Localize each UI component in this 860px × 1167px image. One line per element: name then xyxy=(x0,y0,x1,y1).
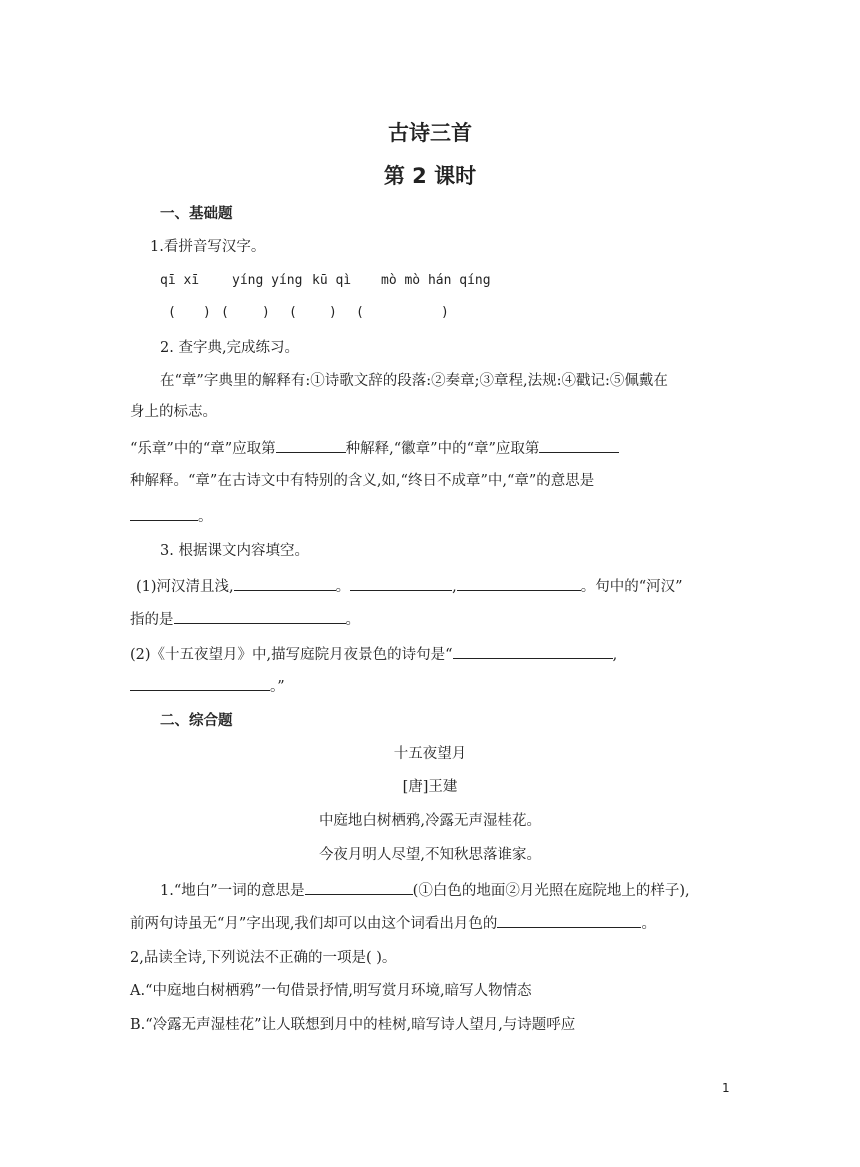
q3-item2-end: 。” xyxy=(270,679,285,695)
pinyin-2: yíng yíng xyxy=(232,273,303,288)
q2-definition-cont: 身上的标志。 xyxy=(130,404,217,420)
answer-paren-4-close: ) xyxy=(441,305,449,320)
s2-q1-line2 xyxy=(130,913,656,934)
poem-author: [唐]王建 xyxy=(402,779,458,795)
q3-item1-line1 xyxy=(136,576,683,597)
document-title: 古诗三首 xyxy=(388,121,472,145)
s2-q1-line1 xyxy=(160,880,690,901)
pinyin-4: mò mò hán qíng xyxy=(381,273,491,288)
answer-paren-2-close: ) xyxy=(262,305,270,320)
page-number: 1 xyxy=(722,1081,730,1095)
s2-q2-label: 2,品读全诗,下列说法不正确的一项是( )。 xyxy=(130,950,397,966)
blank-poem-2[interactable] xyxy=(350,576,452,591)
pinyin-3: kū qì xyxy=(312,273,352,288)
q2-fill-line-2 xyxy=(130,471,730,491)
poem-title: 十五夜望月 xyxy=(393,746,467,762)
q3-item1-hehan: 。句中的“河汉” xyxy=(580,579,683,595)
q2-label: 2. 查字典,完成练习。 xyxy=(160,340,300,356)
s2-q1-text: 1.“地白”一词的意思是 xyxy=(160,883,305,899)
blank-huizhang[interactable] xyxy=(539,438,619,453)
q3-item1-comma: , xyxy=(452,579,457,595)
s2-q2-option-b[interactable]: B.“冷露无声湿桂花”让人联想到月中的桂树,暗写诗人望月,与诗题呼应 xyxy=(130,1017,576,1033)
q3-item1-end: 。 xyxy=(345,612,360,628)
s2-q1-options: (①白色的地面②月光照在庭院地上的样子), xyxy=(412,883,690,899)
q2-definition-line xyxy=(160,371,730,391)
section-basic-heading: 一、基础题 xyxy=(160,206,233,222)
q3-item1-text: (1)河汉清且浅, xyxy=(136,579,234,595)
q3-label: 3. 根据课文内容填空。 xyxy=(160,543,309,559)
q2-text-meaning: 种解释。“章”在古诗文中有特别的含义,如,“终日不成章”中,“章”的意思是 xyxy=(130,473,595,489)
lesson-subtitle: 第 2 课时 xyxy=(383,164,477,188)
answer-paren-2-open: ( xyxy=(221,305,229,320)
q2-definition-text: 在“章”字典里的解释有:①诗歌文辞的段落:②奏章;③章程,法规:④戳记:⑤佩戴在 xyxy=(160,373,668,389)
q2-text-yuezhang: “乐章”中的“章”应取第 xyxy=(130,441,276,457)
q2-fill-line-3 xyxy=(130,506,213,527)
blank-poem-1[interactable] xyxy=(234,576,336,591)
q2-fill-line-1 xyxy=(130,438,619,459)
q2-period: 。 xyxy=(198,509,213,525)
q3-item2-comma: , xyxy=(612,647,618,663)
s2-q2-option-a[interactable]: A.“中庭地白树栖鸦”一句借景抒情,明写赏月环境,暗写人物情态 xyxy=(130,983,532,999)
q3-item1-refers: 指的是 xyxy=(130,612,174,628)
blank-moonlight[interactable] xyxy=(497,913,641,928)
answer-paren-3-close: ) xyxy=(329,305,337,320)
s2-q1-end: 。 xyxy=(641,916,656,932)
q3-item1-line2 xyxy=(130,609,360,630)
q3-item2-line2 xyxy=(130,676,285,697)
q1-label: 1.看拼音写汉字。 xyxy=(150,239,266,255)
section-comprehensive-heading: 二、综合题 xyxy=(160,713,233,729)
blank-courtyard-1[interactable] xyxy=(453,644,613,659)
pinyin-1: qī xī xyxy=(160,273,200,288)
answer-paren-4-open: ( xyxy=(356,305,364,320)
s2-q1-text-2: 前两句诗虽无“月”字出现,我们却可以由这个词看出月色的 xyxy=(130,916,498,932)
blank-dibai-meaning[interactable] xyxy=(305,880,413,895)
q3-item1-period: 。 xyxy=(335,579,351,595)
q3-item2-line1 xyxy=(130,644,617,665)
q3-item2-text: (2)《十五夜望月》中,描写庭院月夜景色的诗句是“ xyxy=(130,647,453,663)
answer-paren-1-open: ( xyxy=(168,305,176,320)
answer-paren-1-close: ) xyxy=(203,305,211,320)
blank-courtyard-2[interactable] xyxy=(130,676,270,691)
answer-paren-3-open: ( xyxy=(289,305,297,320)
blank-yuezhang[interactable] xyxy=(276,438,346,453)
blank-hehan-meaning[interactable] xyxy=(174,609,346,624)
blank-zhang-meaning[interactable] xyxy=(130,506,198,521)
blank-poem-3[interactable] xyxy=(457,576,581,591)
poem-line-1: 中庭地白树栖鸦,冷露无声湿桂花。 xyxy=(318,813,542,829)
poem-line-2: 今夜月明人尽望,不知秋思落谁家。 xyxy=(318,847,542,863)
q2-text-huizhang: 种解释,“徽章”中的“章”应取第 xyxy=(345,441,540,457)
